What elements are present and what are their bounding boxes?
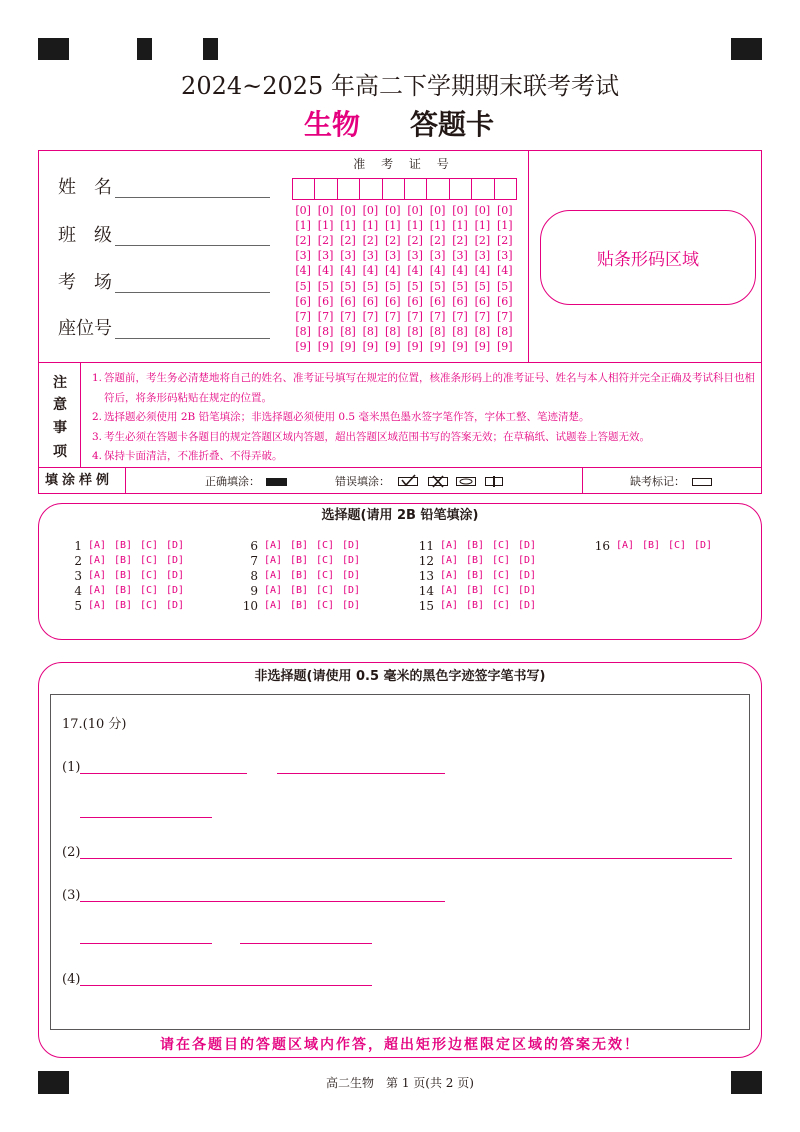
choice-option-bubble: [D] (342, 600, 361, 611)
name-label: 姓 名 (58, 177, 112, 198)
choice-option-bubble: [C] (492, 600, 511, 611)
absent-mark-label: 缺考标记： (630, 475, 685, 488)
exam-digit-option: [7] (317, 309, 334, 323)
exam-digit-option: [9] (452, 339, 468, 353)
notice-heading-char: 项 (53, 444, 67, 460)
choice-option-bubble: [A] (440, 570, 459, 581)
exam-digit-option: [5] (384, 279, 401, 293)
notice-item-text: 考生必须在答题卡各题目的规定答题区域内答题，超出答题区域范围书写的答案无效；在草稿纸、试题卷上答题无效。 (104, 430, 650, 443)
exam-digit-option: [2] (429, 234, 446, 248)
exam-number-box (292, 178, 315, 200)
exam-digit-option: [5] (496, 279, 513, 293)
exam-digit-option: [1] (340, 219, 356, 233)
choice-option-bubble: [D] (342, 570, 361, 581)
choice-question-number: 9 (250, 584, 258, 598)
exam-digit-option: [5] (429, 279, 446, 293)
page-footer: 高二生物 第 1 页(共 2 页) (326, 1076, 474, 1090)
choice-option-bubble: [C] (140, 555, 159, 566)
choice-option-bubble: [D] (166, 570, 185, 581)
choice-option-bubble: [B] (466, 585, 485, 596)
exam-digit-option: [9] (496, 339, 513, 353)
exam-digit-option: [9] (474, 339, 491, 353)
exam-digit-option: [7] (452, 309, 468, 323)
exam-digit-option: [0] (496, 204, 513, 217)
exam-digit-option: [2] (407, 234, 423, 248)
exam-digit-option: [9] (340, 339, 356, 353)
choice-option-bubble: [C] (492, 555, 511, 566)
divider (125, 467, 126, 494)
correct-fill-sample (266, 478, 287, 486)
exam-digit-option: [1] (317, 219, 334, 233)
choice-option-bubble: [D] (518, 555, 537, 566)
name-line (115, 197, 270, 198)
exam-digit-option: [0] (317, 204, 334, 217)
choice-option-bubble: [A] (440, 555, 459, 566)
exam-digit-option: [8] (429, 324, 446, 338)
exam-digit-option: [7] (340, 309, 356, 323)
choice-option-bubble: [C] (316, 555, 335, 566)
cross-mark-sample-icon (429, 476, 448, 487)
exam-digit-option: [3] (384, 249, 401, 263)
choice-option-bubble: [B] (290, 540, 309, 551)
exam-digit-option: [1] (407, 219, 423, 233)
class-line (115, 245, 270, 246)
exam-digit-option: [8] (362, 324, 379, 338)
choice-option-bubble: [D] (518, 540, 537, 551)
exam-digit-option: [1] (452, 219, 468, 233)
choice-option-bubble: [A] (88, 570, 107, 581)
exam-number-title: 准 考 证 号 (353, 157, 455, 171)
exam-digit-option: [3] (362, 249, 379, 263)
exam-number-box (404, 178, 427, 200)
exam-digit-option: [2] (474, 234, 491, 248)
choice-option-bubble: [D] (166, 600, 185, 611)
notice-item (92, 428, 757, 448)
choice-question-number: 10 (242, 599, 258, 613)
choice-option-bubble: [A] (264, 555, 283, 566)
part-label: (1) (62, 760, 81, 775)
choice-option-bubble: [D] (342, 585, 361, 596)
answer-area-warning: 请在各题目的答题区域内作答，超出矩形边框限定区域的答案无效！ (160, 1037, 640, 1053)
choice-option-bubble: [C] (316, 570, 335, 581)
part-label: (3) (62, 888, 81, 903)
choice-option-bubble: [B] (114, 540, 133, 551)
choice-option-bubble: [C] (140, 570, 159, 581)
answer-line (80, 901, 445, 902)
choice-option-bubble: [C] (492, 540, 511, 551)
wrong-fill-samples-icon (398, 474, 506, 488)
exam-digit-option: [6] (362, 294, 379, 308)
exam-digit-option: [5] (295, 279, 311, 293)
exam-digit-option: [2] (295, 234, 311, 248)
exam-digit-option: [7] (474, 309, 491, 323)
answer-line (80, 943, 212, 944)
exam-number-box (314, 178, 337, 200)
exam-digit-option: [1] (384, 219, 401, 233)
exam-digit-option: [3] (452, 249, 468, 263)
choice-option-bubble: [A] (440, 600, 459, 611)
divider (38, 467, 762, 468)
exam-digit-option: [6] (496, 294, 513, 308)
registration-mark-top-1 (137, 38, 152, 60)
choice-question-number: 4 (74, 584, 82, 598)
wrong-fill-label: 错误填涂： (335, 475, 390, 488)
choice-option-bubble: [C] (140, 600, 159, 611)
notice-heading-char: 注 (53, 375, 67, 391)
exam-number-box (471, 178, 494, 200)
answer-line (80, 817, 212, 818)
choice-option-bubble: [C] (668, 540, 687, 551)
exam-digit-option: [7] (295, 309, 311, 323)
check-mark-sample-icon (399, 475, 418, 486)
part-label: (2) (62, 845, 81, 860)
line-mark-sample-icon (486, 476, 503, 487)
notice-item-number: 3. (92, 430, 103, 443)
choice-section-title: 选择题(请用 2B 铅笔填涂) (321, 508, 479, 523)
part-label: (4) (62, 972, 81, 987)
choice-question-number: 11 (418, 539, 434, 553)
exam-digit-option: [6] (317, 294, 334, 308)
exam-digit-option: [4] (362, 264, 379, 278)
choice-option-bubble: [B] (466, 555, 485, 566)
choice-option-bubble: [D] (166, 555, 185, 566)
barcode-area (540, 210, 756, 305)
choice-option-bubble: [C] (316, 600, 335, 611)
registration-mark-top-left (38, 38, 69, 60)
exam-digit-option: [1] (429, 219, 446, 233)
exam-digit-option: [8] (474, 324, 491, 338)
exam-digit-option: [4] (452, 264, 468, 278)
absent-mark-box (692, 478, 712, 486)
exam-digit-option: [8] (384, 324, 401, 338)
choice-option-bubble: [A] (88, 600, 107, 611)
choice-option-bubble: [B] (114, 570, 133, 581)
choice-option-bubble: [D] (166, 540, 185, 551)
exam-digit-option: [2] (496, 234, 513, 248)
choice-option-bubble: [C] (140, 540, 159, 551)
exam-number-box (494, 178, 517, 200)
seat-label: 座位号 (58, 318, 112, 339)
exam-digit-option: [7] (407, 309, 423, 323)
exam-digit-option: [3] (474, 249, 491, 263)
choice-question-number: 2 (74, 554, 82, 568)
exam-digit-option: [0] (295, 204, 311, 217)
exam-digit-option: [7] (362, 309, 379, 323)
exam-digit-option: [2] (340, 234, 356, 248)
notice-heading-char: 意 (53, 397, 67, 413)
circle-mark-sample-icon (457, 478, 476, 486)
choice-option-bubble: [B] (114, 585, 133, 596)
exam-digit-option: [4] (429, 264, 446, 278)
choice-option-bubble: [D] (342, 540, 361, 551)
barcode-label: 贴条形码区域 (597, 250, 699, 270)
answer-line (80, 858, 732, 859)
choice-option-bubble: [A] (88, 555, 107, 566)
choice-option-bubble: [A] (616, 540, 635, 551)
choice-question-number: 8 (250, 569, 258, 583)
choice-option-bubble: [B] (290, 555, 309, 566)
exam-digit-option: [6] (407, 294, 423, 308)
class-label: 班 级 (58, 225, 112, 246)
choice-option-bubble: [B] (466, 540, 485, 551)
choice-option-bubble: [A] (440, 585, 459, 596)
exam-digit-option: [9] (362, 339, 379, 353)
exam-digit-option: [8] (295, 324, 311, 338)
answer-line (80, 985, 372, 986)
choice-question-number: 12 (418, 554, 434, 568)
exam-digit-option: [5] (474, 279, 491, 293)
correct-fill-label: 正确填涂： (205, 475, 260, 488)
notice-item-number: 2. (92, 411, 103, 423)
exam-title: 2024~2025 年高二下学期期末联考考试 (181, 72, 619, 100)
exam-digit-option: [5] (317, 279, 334, 293)
exam-digit-option: [3] (317, 249, 334, 263)
notice-item-text: 保持卡面清洁，不准折叠、不得弄破。 (104, 450, 283, 462)
exam-digit-option: [6] (384, 294, 401, 308)
exam-digit-option: [0] (362, 204, 379, 217)
card-title: 答题卡 (410, 108, 495, 141)
fill-example-label: 填涂样例 (45, 473, 114, 488)
choice-question-number: 3 (74, 569, 82, 583)
choice-option-bubble: [D] (694, 540, 713, 551)
choice-option-bubble: [B] (290, 585, 309, 596)
exam-digit-option: [8] (340, 324, 356, 338)
exam-digit-option: [0] (384, 204, 401, 217)
room-line (115, 292, 270, 293)
choice-option-bubble: [A] (440, 540, 459, 551)
exam-digit-option: [1] (362, 219, 379, 233)
choice-option-bubble: [C] (140, 585, 159, 596)
choice-option-bubble: [A] (88, 585, 107, 596)
notice-item-number: 4. (92, 450, 103, 462)
exam-digit-option: [4] (474, 264, 491, 278)
exam-digit-option: [2] (317, 234, 334, 248)
notice-item (92, 408, 757, 428)
exam-digit-option: [3] (295, 249, 311, 263)
choice-option-bubble: [B] (466, 570, 485, 581)
choice-option-bubble: [A] (264, 540, 283, 551)
exam-digit-option: [9] (295, 339, 311, 353)
choice-option-bubble: [C] (316, 540, 335, 551)
exam-digit-option: [6] (452, 294, 468, 308)
exam-digit-option: [0] (407, 204, 423, 217)
answer-line (277, 773, 445, 774)
exam-number-box (449, 178, 472, 200)
exam-digit-option: [0] (452, 204, 468, 217)
exam-number-box (426, 178, 449, 200)
exam-digit-option: [4] (317, 264, 334, 278)
choice-option-bubble: [B] (290, 570, 309, 581)
divider (528, 150, 529, 362)
notice-list (92, 369, 757, 467)
choice-question-number: 6 (250, 539, 258, 553)
notice-item-number: 1. (92, 372, 103, 384)
exam-digit-option: [0] (474, 204, 491, 217)
exam-digit-option: [7] (384, 309, 401, 323)
notice-item-text: 选择题必须使用 2B 铅笔填涂；非选择题必须使用 0.5 毫米黑色墨水签字笔作答，字体工整、笔迹清楚。 (104, 411, 590, 423)
exam-digit-option: [3] (429, 249, 446, 263)
choice-question-number: 16 (594, 539, 610, 553)
choice-option-bubble: [C] (492, 570, 511, 581)
choice-option-bubble: [A] (88, 540, 107, 551)
exam-digit-option: [6] (295, 294, 311, 308)
exam-digit-option: [5] (407, 279, 423, 293)
exam-digit-option: [2] (362, 234, 379, 248)
registration-mark-top-2 (203, 38, 218, 60)
exam-digit-option: [0] (429, 204, 446, 217)
exam-number-box (359, 178, 382, 200)
room-label: 考 场 (58, 272, 112, 293)
choice-option-bubble: [D] (166, 585, 185, 596)
exam-digit-option: [1] (295, 219, 311, 233)
divider (80, 362, 81, 467)
exam-digit-option: [1] (496, 219, 513, 233)
choice-question-number: 5 (74, 599, 82, 613)
choice-question-number: 15 (418, 599, 434, 613)
divider (582, 467, 583, 494)
seat-line (115, 338, 270, 339)
choice-option-bubble: [D] (518, 570, 537, 581)
choice-option-bubble: [B] (466, 600, 485, 611)
exam-digit-option: [6] (429, 294, 446, 308)
choice-option-bubble: [A] (264, 585, 283, 596)
exam-digit-option: [4] (407, 264, 423, 278)
answer-line (240, 943, 372, 944)
exam-digit-option: [4] (295, 264, 311, 278)
choice-option-bubble: [B] (290, 600, 309, 611)
choice-option-bubble: [C] (316, 585, 335, 596)
exam-digit-option: [9] (317, 339, 334, 353)
exam-digit-option: [1] (474, 219, 491, 233)
exam-digit-option: [5] (340, 279, 356, 293)
exam-digit-option: [4] (340, 264, 356, 278)
free-response-title: 非选择题(请使用 0.5 毫米的黑色字迹签字笔书写) (254, 669, 546, 684)
exam-digit-option: [6] (340, 294, 356, 308)
notice-item (92, 447, 757, 467)
choice-question-number: 14 (418, 584, 434, 598)
choice-option-bubble: [D] (518, 585, 537, 596)
exam-digit-option: [4] (384, 264, 401, 278)
exam-digit-option: [6] (474, 294, 491, 308)
choice-option-bubble: [B] (642, 540, 661, 551)
exam-digit-option: [2] (384, 234, 401, 248)
choice-option-bubble: [D] (342, 555, 361, 566)
exam-digit-option: [4] (496, 264, 513, 278)
question-17-heading: 17.(10 分) (62, 717, 127, 732)
exam-number-box (337, 178, 360, 200)
exam-digit-option: [9] (384, 339, 401, 353)
exam-digit-option: [7] (429, 309, 446, 323)
exam-digit-option: [9] (407, 339, 423, 353)
exam-digit-option: [8] (317, 324, 334, 338)
exam-digit-option: [2] (452, 234, 468, 248)
exam-digit-option: [5] (452, 279, 468, 293)
choice-option-bubble: [A] (264, 570, 283, 581)
notice-item-text: 答题前，考生务必清楚地将自己的姓名、准考证号填写在规定的位置，核准条形码上的准考证号、姓名与本人相符并完全正确及考试科目也相符后，将条形码粘贴在规定的位置。 (104, 372, 755, 404)
registration-mark-top-right (731, 38, 762, 60)
exam-digit-option: [3] (496, 249, 513, 263)
choice-option-bubble: [A] (264, 600, 283, 611)
choice-question-number: 1 (74, 539, 82, 553)
notice-item (92, 369, 757, 408)
exam-digit-option: [3] (340, 249, 356, 263)
exam-number-box (382, 178, 405, 200)
choice-option-bubble: [B] (114, 555, 133, 566)
subject-name: 生物 (304, 108, 361, 141)
exam-digit-option: [5] (362, 279, 379, 293)
choice-option-bubble: [B] (114, 600, 133, 611)
exam-digit-option: [8] (452, 324, 468, 338)
answer-box (50, 694, 750, 1030)
answer-line (80, 773, 247, 774)
exam-digit-option: [8] (407, 324, 423, 338)
exam-digit-option: [8] (496, 324, 513, 338)
exam-digit-option: [3] (407, 249, 423, 263)
choice-option-bubble: [C] (492, 585, 511, 596)
choice-option-bubble: [D] (518, 600, 537, 611)
exam-digit-option: [9] (429, 339, 446, 353)
exam-digit-option: [7] (496, 309, 513, 323)
choice-question-number: 13 (418, 569, 434, 583)
divider (38, 362, 762, 363)
notice-heading-char: 事 (53, 420, 67, 436)
choice-question-number: 7 (250, 554, 258, 568)
exam-digit-option: [0] (340, 204, 356, 217)
